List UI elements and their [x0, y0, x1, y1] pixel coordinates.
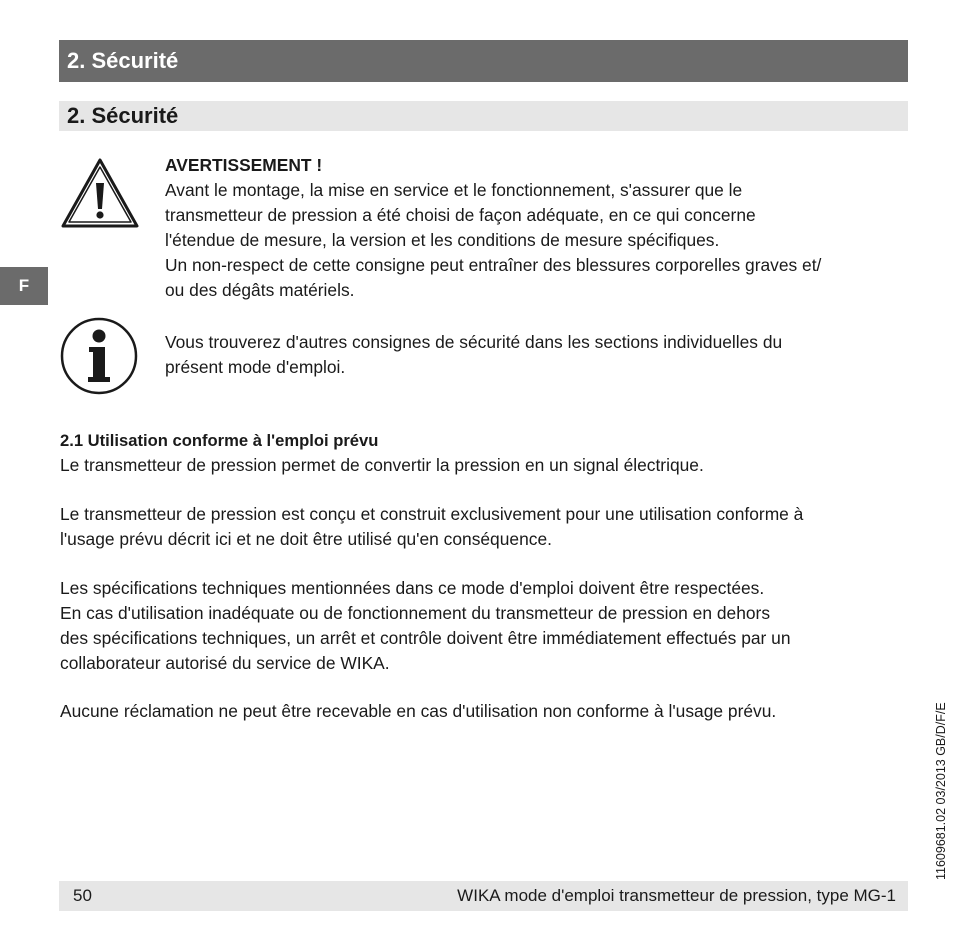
warning-line: Un non-respect de cette consigne peut entraîner des blessures corporelles graves et/ — [165, 255, 822, 275]
paragraph-line: Aucune réclamation ne peut être recevable en cas d'utilisation non conforme à l'usage prévu. — [60, 701, 777, 721]
warning-line: Avant le montage, la mise en service et le fonctionnement, s'assurer que le — [165, 180, 743, 200]
warning-triangle-icon — [60, 157, 140, 229]
info-icon — [60, 317, 138, 395]
info-line: présent mode d'emploi. — [165, 357, 346, 377]
info-block — [165, 330, 905, 380]
section-header-light: 2. Sécurité — [59, 101, 908, 131]
paragraph — [60, 502, 910, 552]
paragraph — [60, 453, 910, 478]
paragraph-line: Le transmetteur de pression permet de convertir la pression en un signal électrique. — [60, 455, 704, 475]
language-tab: F — [0, 267, 48, 305]
section-header-dark: 2. Sécurité — [59, 40, 908, 82]
info-line: Vous trouverez d'autres consignes de sécurité dans les sections individuelles du — [165, 332, 783, 352]
paragraph-line: des spécifications techniques, un arrêt et contrôle doivent être immédiatement effectués par un — [60, 628, 791, 648]
side-doc-code: 11609681.02 03/2013 GB/D/F/E — [934, 702, 948, 880]
paragraph-line: collaborateur autorisé du service de WIKA. — [60, 653, 390, 673]
paragraph-line: En cas d'utilisation inadéquate ou de fonctionnement du transmetteur de pression en dehors — [60, 603, 771, 623]
footer-bar — [59, 881, 908, 911]
paragraph-line: Le transmetteur de pression est conçu et construit exclusivement pour une utilisation conforme à — [60, 504, 804, 524]
warning-line: ou des dégâts matériels. — [165, 280, 355, 300]
warning-line: transmetteur de pression a été choisi de façon adéquate, en ce qui concerne — [165, 205, 756, 225]
subsection-heading: 2.1 Utilisation conforme à l'emploi prévu — [60, 431, 379, 450]
warning-line: l'étendue de mesure, la version et les conditions de mesure spécifiques. — [165, 230, 720, 250]
paragraph-line: l'usage prévu décrit ici et ne doit être utilisé qu'en conséquence. — [60, 529, 552, 549]
warning-title: AVERTISSEMENT ! — [165, 155, 323, 175]
warning-block — [165, 153, 915, 303]
page-number: 50 — [73, 886, 92, 905]
paragraph — [60, 576, 910, 676]
footer-doc-title: WIKA mode d'emploi transmetteur de pression, type MG-1 — [457, 886, 896, 905]
paragraph — [60, 699, 910, 724]
paragraph-line: Les spécifications techniques mentionnées dans ce mode d'emploi doivent être respectées. — [60, 578, 765, 598]
